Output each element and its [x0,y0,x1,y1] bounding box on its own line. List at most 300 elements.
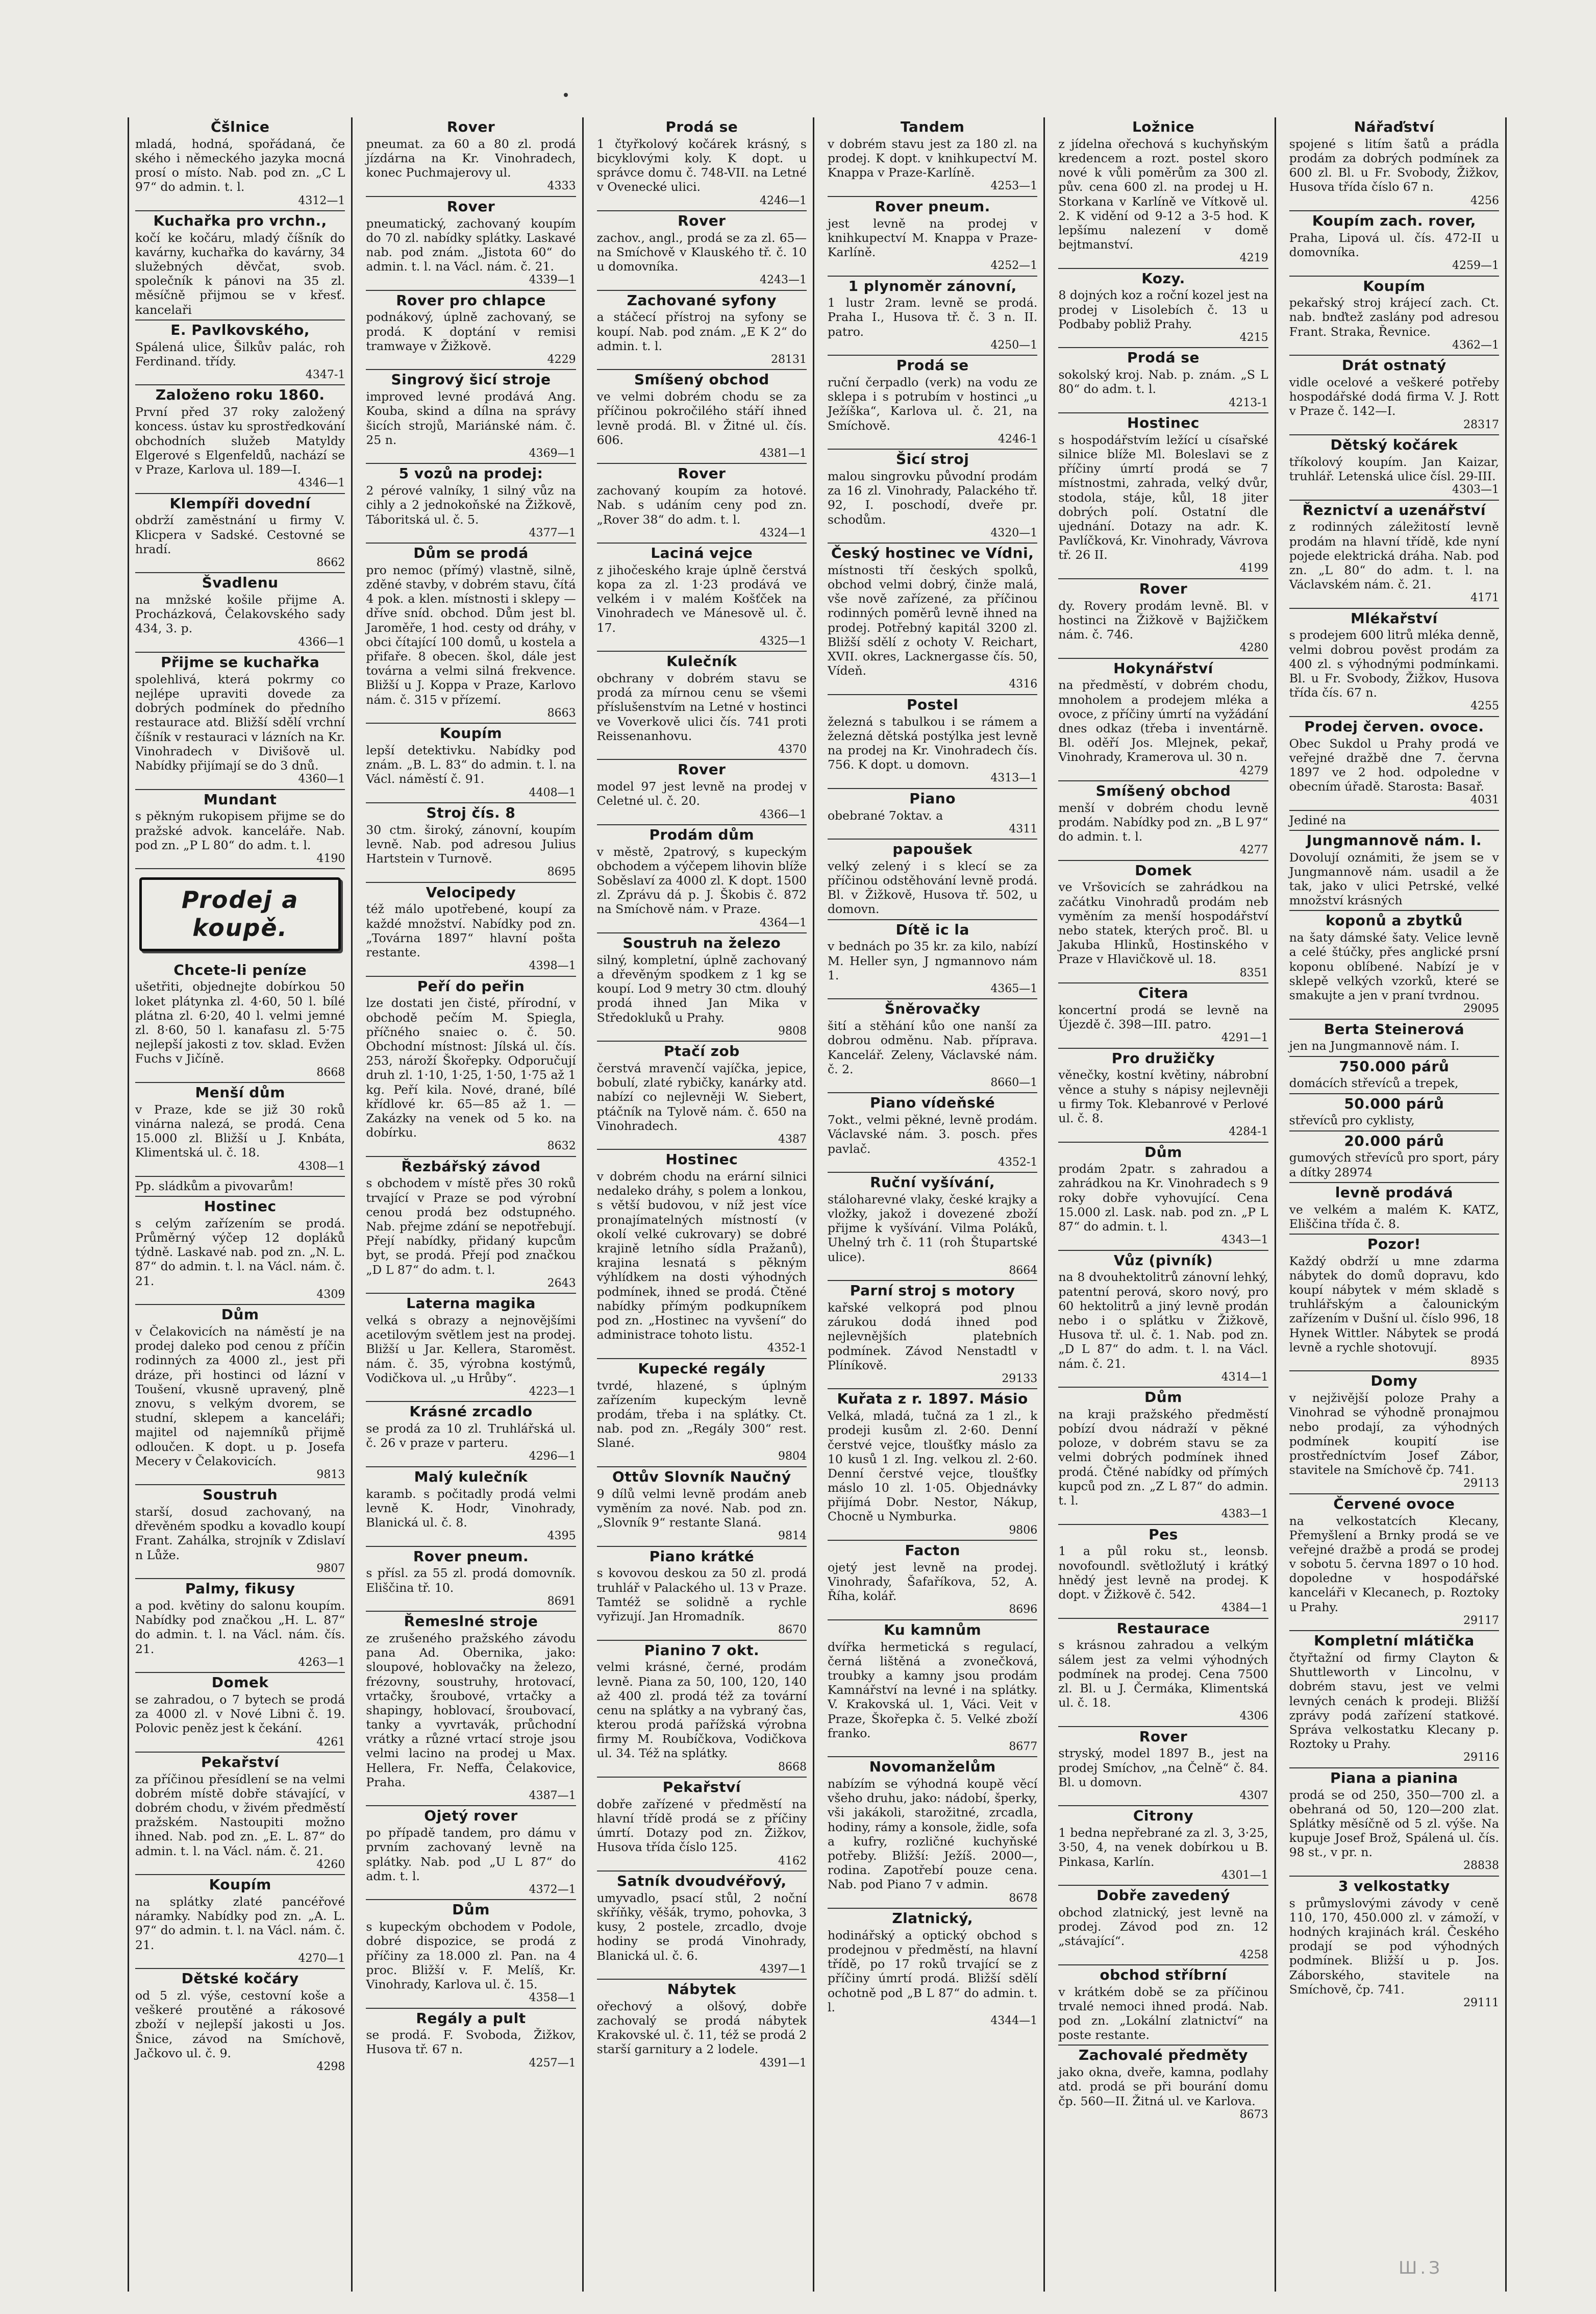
ad-body: obebrané 7oktav. a [827,808,943,823]
ad-code: 4324—1 [759,526,807,539]
ad-body: s průmyslovými závody v ceně 110, 170, 450.000 zl. v zámoží, v hodných krajinách král. Českého prodají se pod výhodných podmínek. Bližší u p. Jos. Záborského, stavitele na Smíchově, čp. 741. [1289,1895,1499,1997]
ad-code: 4365—1 [990,982,1038,996]
classified-ad [828,999,1037,1093]
ad-title: Koupím [209,1876,271,1893]
ad-code: 8695 [547,866,576,879]
ad-column-4 [821,117,1045,2292]
ad-code: 4259—1 [1452,259,1499,273]
ad-body: s obchodem v místě přes 30 roků trvající v Praze se pod výrobní cenou prodá bez odstupného. Nab. přejme zdání se nepotřebují. Přejí nabídky, přidaný kupcům byt, se prodá. Přejí pod značkou „D L 87“ do adm. t. l. [366,1176,576,1277]
ad-body: ojetý jest levně na prodej. Vinohrady, Šafaříkova, 52, A. Říha, kolář. [827,1560,1038,1604]
classified-ad [366,2009,576,2073]
classified-ad [366,1806,576,1900]
ad-code: 4263—1 [298,1656,345,1669]
ad-title: Švadlenu [202,574,279,592]
classified-ad [1289,435,1499,501]
classified-ad [366,1547,576,1612]
ad-code: 4314—1 [1221,1370,1268,1384]
ad-title: Pozor! [1367,1235,1421,1252]
ad-code: 4344—1 [990,2014,1038,2027]
ad-code: 4352-1 [767,1342,807,1355]
ad-code: 4320—1 [990,526,1038,539]
ad-title: Tandem [900,118,965,135]
ad-column-2 [360,117,583,2292]
ad-title: Hostinec [1127,414,1200,431]
ad-body: dobře zařízené v předměstí na hlavní třídě prodá se z příčiny úmrtí. Dotazy pod zn. Žižkov, Husova třída číslo 125. [596,1796,807,1855]
ad-body: střevíců pro cyklisty, [1289,1113,1415,1128]
ad-body: od 5 zl. výše, cestovní koše a veškeré proutěné a rákosové zboží v nejlepší jakosti u Jos. Šnice, závod na Smíchově, Jačkovo ul. č. 9. [135,1988,345,2060]
ad-title: Kuřata z r. 1897. Másio [837,1390,1028,1408]
ad-title: Jungmannově nám. I. [1306,831,1482,849]
ad-code: 4395 [547,1530,576,1543]
classified-ad [1289,117,1499,211]
classified-ad [828,920,1037,1000]
ad-code: 4398—1 [529,959,576,973]
ad-title: 50.000 párů [1344,1095,1444,1112]
classified-ad [1289,501,1499,609]
ad-code: 4346—1 [298,477,345,490]
ad-title: Prodám dům [649,826,755,843]
ad-body: v dobrém stavu jest za 180 zl. na prodej. K dopt. v knihkupectví M. Knappa v Praze-Karlíně. [827,136,1038,180]
classified-ad [1058,117,1268,269]
ad-title: Domy [1370,1372,1418,1390]
ad-title: levně prodává [1335,1184,1453,1201]
classified-ad [1289,1877,1499,2013]
ad-code: 4257—1 [529,2056,576,2070]
ad-body: starší, dosud zachovaný, na dřevěném spodku a kovadlo koupí Frant. Zahálka, strojník v Zdislaví n Lůže. [135,1505,345,1562]
classified-ad [135,1579,345,1673]
ad-code: 28131 [770,353,807,366]
ad-body: 8 dojných koz a roční kozel jest na prodej v Lisolebích č. 13 u Podbaby pobliž Prahy. [1058,288,1268,331]
ad-body: na mnžské košile přijme A. Procházková, Čelakovského sady 434, 3. p. [135,593,345,636]
ad-body: 1 čtyřkolový kočárek krásný, s bicyklovými koly. K dopt. u správce domu č. 748-VII. na Letné v Ovenecké ulici. [596,136,807,194]
classified-ad [828,117,1037,197]
ad-title: Rover [446,118,495,135]
ad-title: Zlatnický, [892,1909,973,1927]
ad-title: Ruční vyšívání, [870,1174,995,1191]
ad-body: Pp. sládkům a pivovarům! [135,1178,294,1193]
classified-ad [135,1485,345,1579]
classified-ad [597,1467,807,1547]
classified-ad [1058,659,1268,781]
ad-title: Soustruh [203,1486,278,1504]
ad-title: Regály a pult [416,2009,526,2027]
ad-title: Koupím zach. rover, [1312,212,1476,229]
ad-title: Citera [1138,984,1189,1001]
classified-ad [828,356,1037,450]
ad-code: 8662 [316,556,345,569]
ad-code: 4298 [316,2060,345,2073]
ad-code: 4280 [1239,642,1268,655]
ad-title: Dobře zavedený [1096,1887,1230,1904]
ad-code: 4369—1 [529,447,576,460]
ad-title: Ku kamnům [884,1621,982,1638]
ad-body: umyvadlo, psací stůl, 2 noční skříňky, věšák, trymo, pohovka, 3 kusy, 2 postele, zrcadlo, dvoje hodiny se prodá Vinohrady, Blanická ul. č. 6. [596,1890,807,1963]
ad-code: 4339—1 [529,274,576,287]
classified-ad [1289,1631,1499,1768]
ad-body: velmi krásné, černé, prodám levně. Piana za 50, 100, 120, 140 až 400 zl. prodá též za tovární cenu na splátky a na vybraný čas, kterou prodá pařížská výrobna firmy M. Roubíčkova, Vodičkova ul. 34. Též na splátky. [596,1660,807,1761]
ad-code: 4387 [778,1133,807,1146]
ad-body: místnosti tří českých spolků, obchod velmi dobrý, činže malá, vše nově zařízené, za příčinou rodinných poměrů levně ihned na prodej. Potřebný kapitál 3200 zl. Bližší sdělí z ochoty V. Reichart, XVII. okres, Lacknergasse čís. 50, Vídeň. [827,562,1038,678]
ad-title: Piano [909,790,956,807]
ad-body: se prodá za 10 zl. Truhlářská ul. č. 26 v praze v parteru. [366,1421,576,1450]
ad-title: Rover [678,212,726,229]
ad-title: Smíšený obchod [1095,782,1231,799]
ad-title: Rover [678,465,726,482]
ad-body: silný, kompletní, úplně zachovaný a dřevěným spodkem z 1 kg se koupí. Lod 9 metry 30 ctm. dlouhý prodá ihned Jan Mika v Středokluků u Prahy. [596,952,807,1025]
ad-code: 4250—1 [990,338,1038,352]
ad-title: Facton [905,1542,960,1559]
ad-body: Spálená ulice, Šilkův palác, roh Ferdinand. třídy. [135,339,345,368]
ad-code: 8691 [547,1594,576,1608]
ad-title: Ptačí zob [663,1043,740,1060]
ad-title: Zachovalé předměty [1078,2047,1249,2064]
ad-body: kočí ke kočáru, mladý číšník do kavárny, kuchařka do kavárny, 34 služebných děvčat, svob. společník k pánovi na 35 zl. měsíčně přijmou se v křesť. kancelaři [135,230,345,317]
ad-code: 4215 [1239,331,1268,344]
ad-title: Pekařství [201,1753,280,1770]
ad-code: 4366—1 [298,635,345,649]
ad-code: 4199 [1239,562,1268,575]
classified-ad [1289,356,1499,435]
ad-title: Řezbářský závod [401,1158,541,1175]
classified-ad [1058,1525,1268,1619]
classified-ad [366,1467,576,1547]
ad-title: Peří do peřin [417,977,525,995]
ad-code: 8663 [547,706,576,720]
classified-ad [135,1753,345,1875]
ad-title: Berta Steinerová [1324,1020,1465,1038]
ad-body: 30 ctm. široký, zánovní, koupím levně. Nab. pod adresou Julius Hartstein v Turnově. [366,822,576,866]
ad-body: domácích střevíců a trepek, [1289,1076,1459,1091]
ad-title: Šicí stroj [895,451,969,468]
ad-code: 4362—1 [1452,338,1499,352]
ad-title: Piano vídeňské [870,1094,995,1112]
ad-title: Klempíři dovední [169,495,311,512]
ad-title: Přijme se kuchařka [161,654,320,671]
classified-ad [135,1083,345,1177]
ad-code: 4190 [316,852,345,865]
ad-title: Satník dvoudvéřový, [617,1873,787,1889]
ad-title: Kupecké regály [638,1360,766,1377]
ad-code: 4256 [1470,194,1499,207]
ad-body: 1 a půl roku st., leonsb. novofoundl. světložlutý i krátký hnědý jest levně na prodej. K dopt. v Žižkově č. 542. [1058,1544,1268,1602]
ad-body: pekařský stroj krájecí zach. Ct. nab. bnďtež zaslány pod adresou Frant. Straka, Řevnice. [1289,296,1499,339]
ad-code: 4364—1 [759,916,807,929]
ad-code: 8660—1 [990,1076,1038,1089]
classified-ad [828,695,1037,789]
ad-body: karamb. s počitadly prodá velmi levně K. Hodr, Vinohrady, Blanická ul. č. 8. [366,1486,576,1530]
ad-code: 4309 [316,1288,345,1301]
ad-body: velká s obrazy a nejnovějšími acetilovým světlem jest na prodej. Bližší u Jar. Kellera, Staroměst. nám. č. 35, výrobna kostýmů, Vodičkova ul. „u Hrůby“. [366,1313,576,1385]
ad-title: Vůz (pivník) [1113,1251,1213,1269]
classified-ad [366,117,576,197]
ad-body: s pěkným rukopisem přijme se do pražské advok. kanceláře. Nab. pod zn. „P L 80“ do adm. t. l. [135,809,345,852]
ad-body: mladá, hodná, spořádaná, če ského i německého jazyka mocná prosí o místo. Nab. pod zn. „C L 97“ do admin. t. l. [135,136,345,194]
ad-code: 4223—1 [529,1385,576,1398]
ad-title: Čšlnice [210,118,270,135]
ad-code: 8678 [1009,1891,1038,1905]
ad-body: ušetřiti, objednejte dobírkou 50 loket plátynka zl. 4·60, 50 l. bílé plátna zl. 6·20, 40 l. velmi jemné zl. 8·60, 50 l. kanafasu zl. 5·75 nejlepší jakosti z tov. sklad. Evžen Fuchs v Jičíně. [135,979,345,1066]
classified-ad [135,1969,345,2076]
ad-body: na předměstí, v dobrém chodu, mnoholem a prodejem mléka a ovoce, z příčiny úmrtí na vyžádání dnes odkaz (třeba i inventárně. Bl. oděří Jos. Mlejnek, pekař, Vinohrady, Kramerova ul. 30 n. [1058,678,1268,765]
ad-body: ze zrušeného pražského závodu pana Ad. Obernika, jako: sloupové, hoblovačky na železo, frézovny, soustruhy, hrotovací, vrtačky, šroubové, vrtačky a shapingy, hoblovací, šroubovací, tanky a vyvrtavák, průchodní vrátky a různé vrtací stroje jsou velmi lacino na prodej u Max. Hellera, Fr. Neffa, Čelakovice, Praha. [366,1631,576,1789]
ad-body: jako okna, dveře, kamna, podlahy atd. prodá se při bourání domu čp. 560—II. Žitná ul. ve Karlova. [1058,2065,1268,2108]
ad-body: lze dostati jen čisté, přírodní, v obchodě pečím M. Spiegla, příčného snaiec o. č. 50. Obchodní místnost: Jílská ul. čís. 253, nároží Škořepky. Odporučují druh zl. 1·10, 1·25, 1·50, 1·75 až 1 kg. Peří kila. Nové, drané, bílé křídlové kr. 65—85 až 1. — Zakázky na venek od 5 ko. na dobírku. [366,996,576,1140]
ad-title: Dům se prodá [413,545,529,562]
ad-code: 4213-1 [1229,396,1268,409]
ad-body: Dovolují oznámiti, že jsem se v Jungmannově nám. usadil a že tak, jako v ulici Petrské, velké množství krásných [1289,850,1499,908]
ad-body: v bednách po 35 kr. za kilo, nabízí M. Heller syn, J ngmannovo nám 1. [827,939,1038,982]
classified-ad [1289,911,1499,1019]
ad-title: Singrový šicí stroje [391,371,551,388]
ad-body: na šaty dámské šaty. Velice levně a celé štúčky, přes anglické prsní koponu oblíbené. Nabízí je v sklepě velkých vzorků, které se smakujte a jen v praní tvrdnou. [1289,930,1499,1003]
print-speck [564,93,568,97]
classified-ad [135,1305,345,1485]
classified-ad [1058,2046,1268,2124]
ad-body: stryský, model 1897 B., jest na prodej Smíchov, „na Čelně“ č. 84. Bl. u domovn. [1058,1746,1268,1789]
ad-code: 4384—1 [1221,1602,1268,1615]
ad-code: 4306 [1239,1710,1268,1723]
classified-ad [366,544,576,724]
ad-code: 8664 [1009,1264,1038,1277]
classified-ad [597,291,807,371]
ad-code: 8935 [1470,1355,1499,1368]
ad-body: obchrany v dobrém stavu se prodá za mírnou cenu se všemi příslušenstvím na Letné v hostinci ve Voverkově ulici čís. 741 proti Reissenanhovu. [596,671,807,743]
ad-title: Rover pneum. [413,1547,529,1565]
classified-ad [1058,1143,1268,1251]
classified-ad [1058,1251,1268,1388]
ad-code: 4303—1 [1452,483,1499,497]
ad-title: Pro družičky [1111,1049,1215,1067]
ad-body: sokolský kroj. Nab. p. znám. „S L 80“ do adm. t. l. [1058,367,1268,397]
ad-title: Rover [678,761,726,778]
ad-body: se prodá. F. Svoboda, Žižkov, Husova tř. 67 n. [366,2028,576,2057]
ad-code: 4366—1 [759,808,807,821]
ad-title: Koupím [1363,277,1426,294]
ad-title: Rover pneum. [875,198,990,215]
classified-ad [366,1612,576,1806]
classified-ad [366,464,576,544]
ad-code: 9807 [316,1562,345,1575]
ad-title: Prodá se [896,357,969,374]
classified-ad [1058,1886,1268,1965]
classified-ad [1289,1020,1499,1057]
ad-body: První před 37 roky založený koncess. ústav ku sprostředkování obchodních služeb Matyldy Elgerové s Elgenfeldů, nachází se v Praze, Karlova ul. 189—I. [135,405,345,477]
classified-ad [135,790,345,870]
ad-body: z rodinných záležitostí levně prodám na hlavní třídě, kde nyní pojede elektrická dráha. Nab. pod zn. „L 80“ do adm. t. l. na Václavském nám. č. 21. [1289,520,1499,592]
classified-ad [597,652,807,760]
classified-ad [1058,579,1268,659]
newspaper-page [128,117,1507,2292]
ad-body: lepší detektivku. Nabídky pod znám. „B. L. 83“ do admin. t. l. na Václ. náměstí č. 91. [366,743,576,786]
ad-code: 4387—1 [529,1789,576,1803]
ad-body: v dobrém chodu na erární silnici nedaleko dráhy, s polem a lonkou, s větší budovou, v níž jest více pronajímatelných místností (v okolí velké cukrovary) se dobré krajině letního sídla Pražanů), krajina lesnatá s pěkným výhlídkem na dosti výhodných podmínek, ihned se prodá. Čtěné nabídky přímým podkupníkem pod zn. „Hostinec na vyvšení“ do administrace tohoto listu. [596,1169,807,1342]
ad-title: Nářaďství [1354,118,1435,135]
ad-body: a pod. květiny do salonu koupím. Nabídky pod značkou „H. L. 87“ do admin. t. l. na Václ. nám. čís. 21. [135,1598,345,1656]
ad-code: 4031 [1470,794,1499,807]
ad-code: 8696 [1009,1603,1038,1616]
classified-ad [135,385,345,494]
classified-ad [135,321,345,386]
ad-body: pneumat. za 60 a 80 zl. prodá jízdárna na Kr. Vinohradech, konec Puchmajerovy ul. [366,136,576,180]
ad-code: 4370 [778,743,807,756]
ad-title: Zachované syfony [627,291,777,309]
classified-ad [135,211,345,321]
ad-code: 4408—1 [529,786,576,799]
ad-body: zachov., angl., prodá se za zl. 65— na Smíchově v Klauského tř. č. 10 u domovníka. [596,230,807,274]
ad-column-6 [1283,117,1507,2292]
ad-title: Dům [1144,1389,1182,1406]
ad-title: obchod stříbrní [1100,1966,1227,1983]
ad-title: Laterna magika [406,1295,536,1312]
ad-code: 8632 [547,1140,576,1153]
ad-title: Palmy, fikusy [185,1580,295,1597]
ad-code: 4246—1 [759,194,807,207]
classified-ad [828,1541,1037,1620]
classified-ad [1289,1094,1499,1131]
classified-ad [366,1900,576,2008]
ad-code: 4360—1 [298,773,345,786]
ad-code: 4343—1 [1221,1234,1268,1247]
ad-body: se zahradou, o 7 bytech se prodá za 4000 zl. v Nové Libni č. 19. Polovic peněz jest k čekání. [135,1692,345,1736]
ad-body: šití a stěhání kůo one nanší za dobrou odměnu. Nab. příprava. Kancelář. Zeleny, Václavské nám. č. 2. [827,1019,1038,1076]
ad-title: Založeno roku 1860. [155,386,325,404]
ad-body: tvrdé, hlazené, s úplným zařízením kupeckým levně prodám, třeba i na splátky. Ct. nab. pod zn. „Regály 300“ rest. Slané. [596,1378,807,1450]
classified-ad [828,1620,1037,1758]
classified-ad [597,1359,807,1467]
ad-body: s celým zařízením se prodá. Průměrný výčep 12 dopláků týdně. Laskavé nab. pod zn. „N. L. 87“ do admin. t. l. na Václ. nám. č. 21. [135,1216,345,1288]
ad-code: 4311 [1009,822,1038,835]
classified-ad [1289,831,1499,912]
ad-body: pro nemoc (přímý) vlastně, silně, zděné stavby, v dobrém stavu, čítá 4 pok. a klen. místnosti i sklepy — dříve sníd. obchod. Dům jest bl. Jaroměře, 1 hod. cesty od dráhy, v obci čítající 100 domů, u kostela a přifaře. 8 obecen. škol, dále jest továrna a velmi silná frekvence. Bližší u J. Koppa v Praze, Karlovo nám. č. 315 v přízemí. [366,562,576,707]
classified-ad [1289,811,1499,831]
ad-body: též málo upotřebené, koupí za každé množství. Nabídky pod zn. „Továrna 1897“ hlavní pošta restante. [366,902,576,960]
ad-body: obchod zlatnický, jest levně na prodej. Závod pod zn. 12 „stávající“. [1058,1905,1268,1949]
ad-code: 4381—1 [759,447,807,460]
page-mark: Ш.З [1399,2258,1443,2278]
ad-title: Parní stroj s motory [850,1282,1015,1299]
ad-body: na 8 dvouhektolitrů zánovní lehký, patentní perová, skoro nový, pro 60 hektolitrů a jiný levně prodán nebo i o splátku v Žižkově, Husova tř. ul. č. 1. Nab. pod zn. „D L 87“ do adm. t. l. na Václ. nám. č. 21. [1058,1270,1268,1371]
classified-ad [1289,609,1499,717]
classified-ad [366,883,576,977]
ad-title: Dětské kočáry [181,1970,299,1987]
classified-ad [1289,1057,1499,1094]
ad-code: 9808 [778,1024,807,1038]
classified-ad [366,1294,576,1402]
ad-code: 4383—1 [1221,1508,1268,1521]
ad-body: 1 lustr 2ram. levně se prodá. Praha I., Husova tř. č. 3 n. II. patro. [827,296,1038,339]
ad-body: kařské velkoprá pod plnou zárukou dodá ihned pod nejlevnějších platebních podmínek. Závod Nenstadtl v Plíníkově. [827,1300,1038,1372]
classified-ad [135,1177,345,1197]
ad-title: Pianino 7 okt. [644,1641,760,1659]
ad-title: Mundant [203,791,277,808]
ad-body: Jediné na [1289,813,1346,827]
ad-body: v městě, 2patrový, s kupeckým obchodem a výčepem lihovin blíže Soběslaví za 4000 zl. K dopt. 1500 zl. Zprávu dá p. J. Škobis č. 872 na Smíchově nám. v Praze. [596,844,807,917]
ad-code: 4333 [547,180,576,193]
ad-title: Soustruh na železo [622,934,781,952]
classified-ad [597,1150,807,1359]
classified-ad [597,1547,807,1641]
ad-code: 8351 [1239,966,1268,979]
ad-title: Chcete-li peníze [173,961,307,978]
ad-column-5 [1052,117,1276,2292]
ad-body: z jihočeského kraje úplně čerstvá kopa za zl. 1·23 prodává ve velkém i v malém Košťček na Vinohradech ve Mánesově ul. č. 17. [596,562,807,635]
classified-ad [1289,1494,1499,1632]
ad-title: Hostinec [204,1198,277,1215]
classified-ad [366,370,576,464]
ad-title: Řemeslné stroje [404,1613,538,1630]
classified-ad [1289,1371,1499,1494]
ad-body: spolehlivá, která pokrmy co nejlépe upraviti dovede za dobrých podmínek do předního restaurace atd. Bližší sdělí vrchní číšník v restauraci v lázních na Kr. Vinohradech v Divišově ul. Nabídky přijímají se do 3 dnů. [135,672,345,773]
ad-body: s prodejem 600 litrů mléka denně, velmi dobrou pověst prodám za 400 zl. s výhodnými podmínkami. Bl. u Fr. Svobody, Žižkov, Husova třída čís. 67 n. [1289,628,1499,700]
ad-code: 4162 [778,1854,807,1867]
ad-title: Drát ostnatý [1341,357,1447,374]
ad-code: 4284-1 [1229,1125,1268,1139]
ad-body: s kupeckým obchodem v Podole, dobré dispozice, se prodá z příčiny za 18.000 zl. Pan. na 4 proc. Bližší v. F. Melíš, Kr. Vinohrady, Karlova ul. č. 15. [366,1919,576,1991]
classified-ad [597,1042,807,1150]
classified-ad [366,1157,576,1294]
classified-ad [597,464,807,544]
ad-body: na velkostatcích Klecany, Přemyšlení a Brnky prodá se ve veřejné dražbě a prodá se prodej v sobotu 5. června 1897 o 10 hod. dopoledne v hospodářské kanceláři v Klecanech, p. Roztoky u Prahy. [1289,1513,1499,1614]
ad-column-3 [591,117,814,2292]
ad-title: Kompletní mlátička [1313,1632,1475,1650]
ad-code: 4313—1 [990,772,1038,785]
ad-title: Ložnice [1132,118,1194,135]
ad-code: 4325—1 [759,634,807,648]
ad-code: 4377—1 [529,526,576,539]
ad-code: 4316 [1009,678,1038,691]
ad-body: v krátkém době se za příčinou trvalé nemoci ihned prodá. Nab. pod zn. „Lokální zlatnictví“ na poste restante. [1058,1984,1268,2042]
classified-ad [1289,1183,1499,1235]
ad-code: 28838 [1463,1859,1499,1873]
ad-body: Každý obdrží u mne zdarma nábytek do domů dopravu, kdo koupí nábytek v mém skladě s truhlářským a čalounickým zařízením v Dušní ul. číslo 996, 18 Hynek Wittler. Nábytek se prodá levně a rychle shotovují. [1289,1253,1499,1355]
ad-code: 8677 [1009,1740,1038,1753]
ad-body: 7okt., velmi pěkné, levně prodám. Václavské nám. 3. posch. přes pavlač. [827,1113,1038,1156]
ad-title: Restaurace [1116,1619,1210,1637]
classified-ad [597,117,807,211]
ad-title: Piana a pianina [1330,1769,1458,1786]
ad-title: Hostinec [665,1151,738,1168]
ad-body: model 97 jest levně na prodej v Celetné ul. č. 20. [596,779,807,808]
ad-column-1 [129,117,353,2292]
ad-code: 28317 [1463,418,1499,431]
ad-code: 9806 [1009,1523,1038,1537]
section-banner: Prodej a koupě. [139,877,341,951]
ad-title: Dítě ic la [895,921,969,938]
ad-code: 29133 [1002,1372,1038,1385]
ad-code: 4307 [1239,1789,1268,1803]
ad-code: 4260 [316,1858,345,1871]
classified-ad [1058,983,1268,1049]
classified-ad [366,197,576,291]
classified-ad [597,370,807,464]
ad-body: ve Vršovicích se zahrádkou na začátku Vinohradů prodám neb vyměním za menší hospodářství nebo statek, kterých proč. Bl. u Jakuba Hlinků, Hostinského v Praze v Hlavičkově ul. 18. [1058,880,1268,967]
ad-body: ve velkém a malém K. KATZ, Eliščina třída č. 8. [1289,1202,1499,1231]
ad-title: Domek [211,1674,269,1691]
ad-body: s krásnou zahradou a velkým sálem jest za velmi výhodných podmínek na prodej. Cena 7500 zl. Bl. u J. Čermáka, Klimentská ul. č. 18. [1058,1638,1268,1710]
classified-ad [135,1197,345,1305]
classified-ad [828,544,1037,695]
ad-code: 29111 [1463,1996,1499,2009]
ad-body: a stáčecí přístroj na syfony se koupí. Nab. pod znám. „E K 2“ do admin. t. l. [596,310,807,353]
ad-body: v Čelakovicích na náměstí je na prodej daleko pod cenou z příčin rodinných za 4000 zl., jest při dráze, při hostinci od lázní v Toušení, vkusně upravený, plně znovu, s velkým dvorem, se studní, sklepem a kanceláři; majitel od najemníků přijmě odloučen. K dopt. u p. Josefa Mecery v Čelakovicích. [135,1324,345,1468]
ad-code: 4296—1 [529,1450,576,1463]
classified-ad [1289,1768,1499,1877]
ad-code: 8668 [778,1760,807,1774]
ad-body: s kovovou deskou za 50 zl. prodá truhlář v Palackého ul. 13 v Praze. Tamtéž se solidně a rychle vyřizují. Jan Hromadník. [596,1566,807,1623]
ad-code: 4246-1 [997,432,1038,446]
ad-body: velký zelený i s klecí se za příčinou odstěhování levně prodá. Bl. v Žižkově, Husova tř. 502, u domovn. [827,858,1038,917]
ad-body: zachovaný koupím za hotové. Nab. s udáním ceny pod zn. „Rover 38“ do adm. t. l. [596,483,807,527]
